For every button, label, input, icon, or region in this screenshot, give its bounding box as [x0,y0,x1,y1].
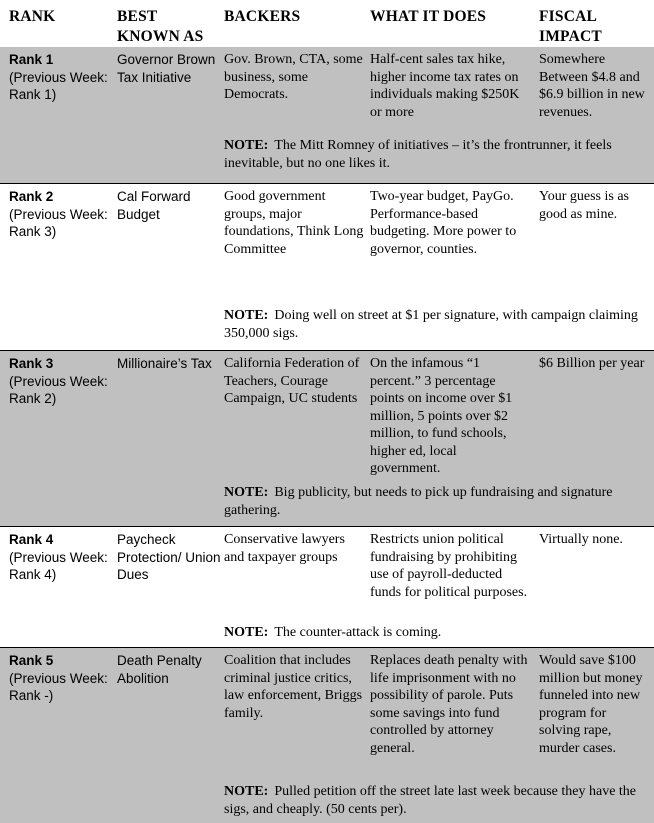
note-text: The Mitt Romney of initiatives – it’s the frontrunner, it feels inevitable, but no one likes it. [224,138,612,171]
row-note [224,624,644,642]
note-label: NOTE: [224,625,269,640]
note-text: Pulled petition off the street late last week because they have the sigs, and cheaply. (50 cents per). [224,784,637,817]
rank-cell [9,531,111,584]
header-what-it-does: WHAT IT DOES [370,8,487,25]
note-text: Big publicity, but needs to pick up fundraising and signature gathering. [224,485,613,518]
fiscal-impact-cell: Somewhere Between $4.8 and $6.9 billion in new revenues. [539,52,645,120]
table-row [0,47,654,184]
what-it-does-cell: On the infamous “1 percent.” 3 percentage points on income over $1 million, 5 points over $2 million, to fund schools, higher ed, local government. [370,356,513,476]
previous-rank: (Previous Week: Rank 1) [9,69,108,102]
note-label: NOTE: [224,485,269,500]
backers-cell: California Federation of Teachers, Courage Campaign, UC students [224,356,360,406]
table-row [0,184,654,351]
backers-cell: Conservative lawyers and taxpayer groups [224,532,345,565]
header-best-known-as: BEST KNOWN AS [117,8,204,45]
best-known-as-cell: Death Penalty Abolition [117,653,202,686]
note-text: The counter-attack is coming. [274,625,442,640]
header-rank: RANK [9,8,56,25]
row-note [224,484,644,519]
row-note [224,137,644,172]
rank-cell [9,652,111,705]
fiscal-impact-cell: Your guess is as good as mine. [539,189,629,222]
backers-cell: Good government groups, major foundations, Think Long Committee [224,189,364,257]
backers-cell: Gov. Brown, CTA, some business, some Democrats. [224,52,363,102]
previous-rank: (Previous Week: Rank 2) [9,373,108,406]
note-label: NOTE: [224,784,269,799]
best-known-as-cell: Governor Brown Tax Initiative [117,52,216,85]
what-it-does-cell: Two-year budget, PayGo. Performance-based budgeting. More power to governor, counties. [370,189,517,257]
best-known-as-cell: Millionaire’s Tax [117,356,212,371]
previous-rank: (Previous Week: Rank -) [9,670,108,703]
rank-label: Rank 2 [9,189,54,204]
fiscal-impact-cell: Virtually none. [539,532,623,547]
rank-label: Rank 1 [9,52,54,67]
what-it-does-cell: Restricts union political fundraising by prohibiting use of payroll-deducted funds for political purposes. [370,532,528,600]
row-note [224,783,644,818]
row-note [224,307,644,342]
header-fiscal-impact: FISCAL IMPACT [539,8,602,45]
rank-label: Rank 4 [9,532,54,547]
fiscal-impact-cell: $6 Billion per year [539,356,645,371]
what-it-does-cell: Half-cent sales tax hike, higher income tax rates on individuals making $250K or more [370,52,520,120]
best-known-as-cell: Cal Forward Budget [117,189,191,222]
table-header [0,0,654,48]
previous-rank: (Previous Week: Rank 3) [9,206,108,239]
note-text: Doing well on street at $1 per signature, with campaign claiming 350,000 sigs. [224,308,638,341]
note-label: NOTE: [224,308,269,323]
table-row [0,527,654,648]
note-label: NOTE: [224,138,269,153]
what-it-does-cell: Replaces death penalty with life imprisonment with no possibility of parole. Puts some savings into fund controlled by attorney general. [370,653,528,756]
rank-cell [9,355,111,408]
previous-rank: (Previous Week: Rank 4) [9,549,108,582]
table-row [0,648,654,823]
backers-cell: Coalition that includes criminal justice critics, law enforcement, Briggs family. [224,653,363,721]
rank-cell [9,188,111,241]
rank-label: Rank 5 [9,653,54,668]
table-row [0,351,654,527]
rank-cell [9,51,111,104]
rank-label: Rank 3 [9,356,54,371]
best-known-as-cell: Paycheck Protection/ Union Dues [117,532,221,582]
fiscal-impact-cell: Would save $100 million but money funneled into new program for solving rape, murder cases. [539,653,643,756]
header-backers: BACKERS [224,8,301,25]
